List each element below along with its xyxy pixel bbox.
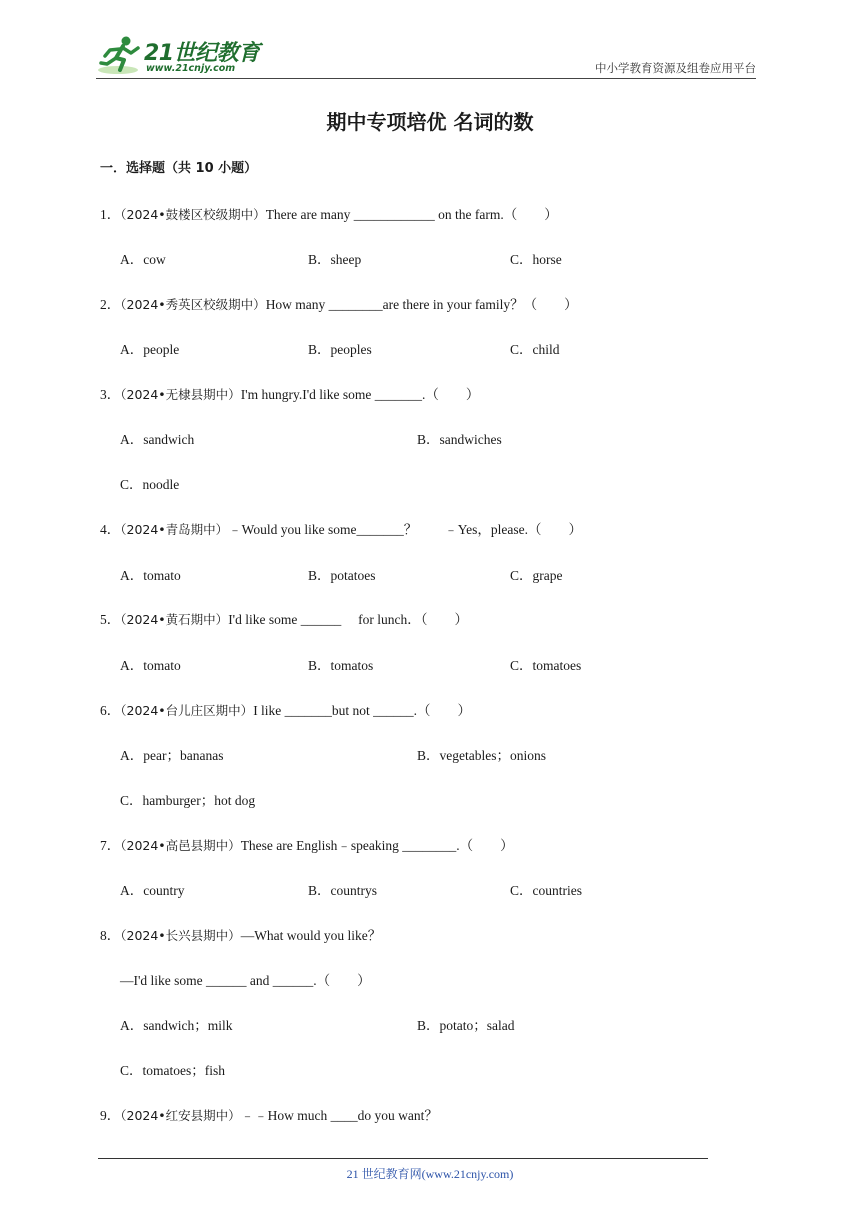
runner-logo-icon xyxy=(96,34,144,78)
question-7 xyxy=(100,834,514,854)
question-text: I'd like some ______ for lunch．（ ） xyxy=(228,612,468,627)
option-c: C．hamburger；hot dog xyxy=(120,793,256,808)
section-heading: 一．选择题（共 10 小题） xyxy=(100,161,258,176)
question-number: 3． xyxy=(100,387,121,402)
option-b: B．potatoes xyxy=(308,568,376,583)
option-c: C．horse xyxy=(510,252,562,267)
question-8 xyxy=(100,924,381,944)
option-b: B．sheep xyxy=(308,252,362,267)
header-divider xyxy=(96,78,756,79)
option-c: C．tomatoes xyxy=(510,658,582,673)
question-source: （2024•无棣县期中） xyxy=(120,387,241,402)
option-c: C．tomatoes；fish xyxy=(120,1063,225,1078)
question-source: （2024•秀英区校级期中） xyxy=(120,297,266,312)
option-b: B．tomatos xyxy=(308,658,374,673)
question-3 xyxy=(100,383,479,403)
question-source: （2024•高邑县期中） xyxy=(120,838,241,853)
option-c: C．child xyxy=(510,342,560,357)
question-number: 9． xyxy=(100,1108,121,1123)
option-a: A．pear；bananas xyxy=(120,748,224,763)
question-source: （2024•青岛期中） xyxy=(120,522,229,537)
option-a: A．people xyxy=(120,342,180,357)
option-b: B．peoples xyxy=(308,342,372,357)
footer-divider xyxy=(98,1158,708,1159)
question-1 xyxy=(100,203,558,223)
question-text: —What would you like？ xyxy=(240,928,382,943)
question-text: ﹣﹣How much ____do you want？ xyxy=(240,1108,438,1123)
question-4 xyxy=(100,518,582,538)
question-2 xyxy=(100,293,578,313)
question-number: 2． xyxy=(100,297,121,312)
question-number: 5． xyxy=(100,612,121,627)
option-b: B．countrys xyxy=(308,883,377,898)
question-text: I'm hungry.I'd like some _______.（ ） xyxy=(240,387,480,402)
footer-link[interactable]: 21 世纪教育网(www.21cnjy.com) xyxy=(346,1167,514,1181)
option-a: A．sandwich xyxy=(120,432,195,447)
question-text: There are many ____________ on the farm.（ ） xyxy=(265,207,558,222)
question-number: 8． xyxy=(100,928,121,943)
logo-text: 21世纪教育 xyxy=(144,41,260,66)
question-text: How many ________are there in your family？（ ） xyxy=(265,297,578,312)
question-source: （2024•红安县期中） xyxy=(120,1108,241,1123)
option-b: B．sandwiches xyxy=(417,432,502,447)
option-b: B．potato；salad xyxy=(417,1018,515,1033)
question-9 xyxy=(100,1104,438,1124)
question-number: 1． xyxy=(100,207,121,222)
page-title: 期中专项培优 名词的数 xyxy=(326,110,534,134)
question-8-line-2: —I'd like some ______ and ______.（ ） xyxy=(120,973,371,988)
question-number: 4． xyxy=(100,522,121,537)
question-text: I like _______but not ______.（ ） xyxy=(253,703,472,718)
question-source: （2024•鼓楼区校级期中） xyxy=(120,207,266,222)
page-header xyxy=(96,34,756,78)
platform-name: 中小学教育资源及组卷应用平台 xyxy=(595,61,756,75)
option-b: B．vegetables；onions xyxy=(417,748,546,763)
option-c: C．grape xyxy=(510,568,563,583)
logo-url: www.21cnjy.com xyxy=(146,63,236,74)
question-number: 6． xyxy=(100,703,121,718)
option-c: C．countries xyxy=(510,883,582,898)
question-5 xyxy=(100,608,468,628)
question-source: （2024•黄石期中） xyxy=(120,612,229,627)
site-logo xyxy=(96,34,266,78)
question-number: 7． xyxy=(100,838,121,853)
option-c: C．noodle xyxy=(120,477,180,492)
question-source: （2024•长兴县期中） xyxy=(120,928,241,943)
option-a: A．cow xyxy=(120,252,166,267)
question-text: ﹣Would you like some_______？ ﹣Yes，please.（ ） xyxy=(228,522,582,537)
question-source: （2024•台儿庄区期中） xyxy=(120,703,254,718)
option-a: A．tomato xyxy=(120,658,181,673)
option-a: A．country xyxy=(120,883,185,898)
option-a: A．sandwich；milk xyxy=(120,1018,233,1033)
question-6 xyxy=(100,699,471,719)
option-a: A．tomato xyxy=(120,568,181,583)
question-text: These are English﹣speaking ________.（ ） xyxy=(240,838,514,853)
